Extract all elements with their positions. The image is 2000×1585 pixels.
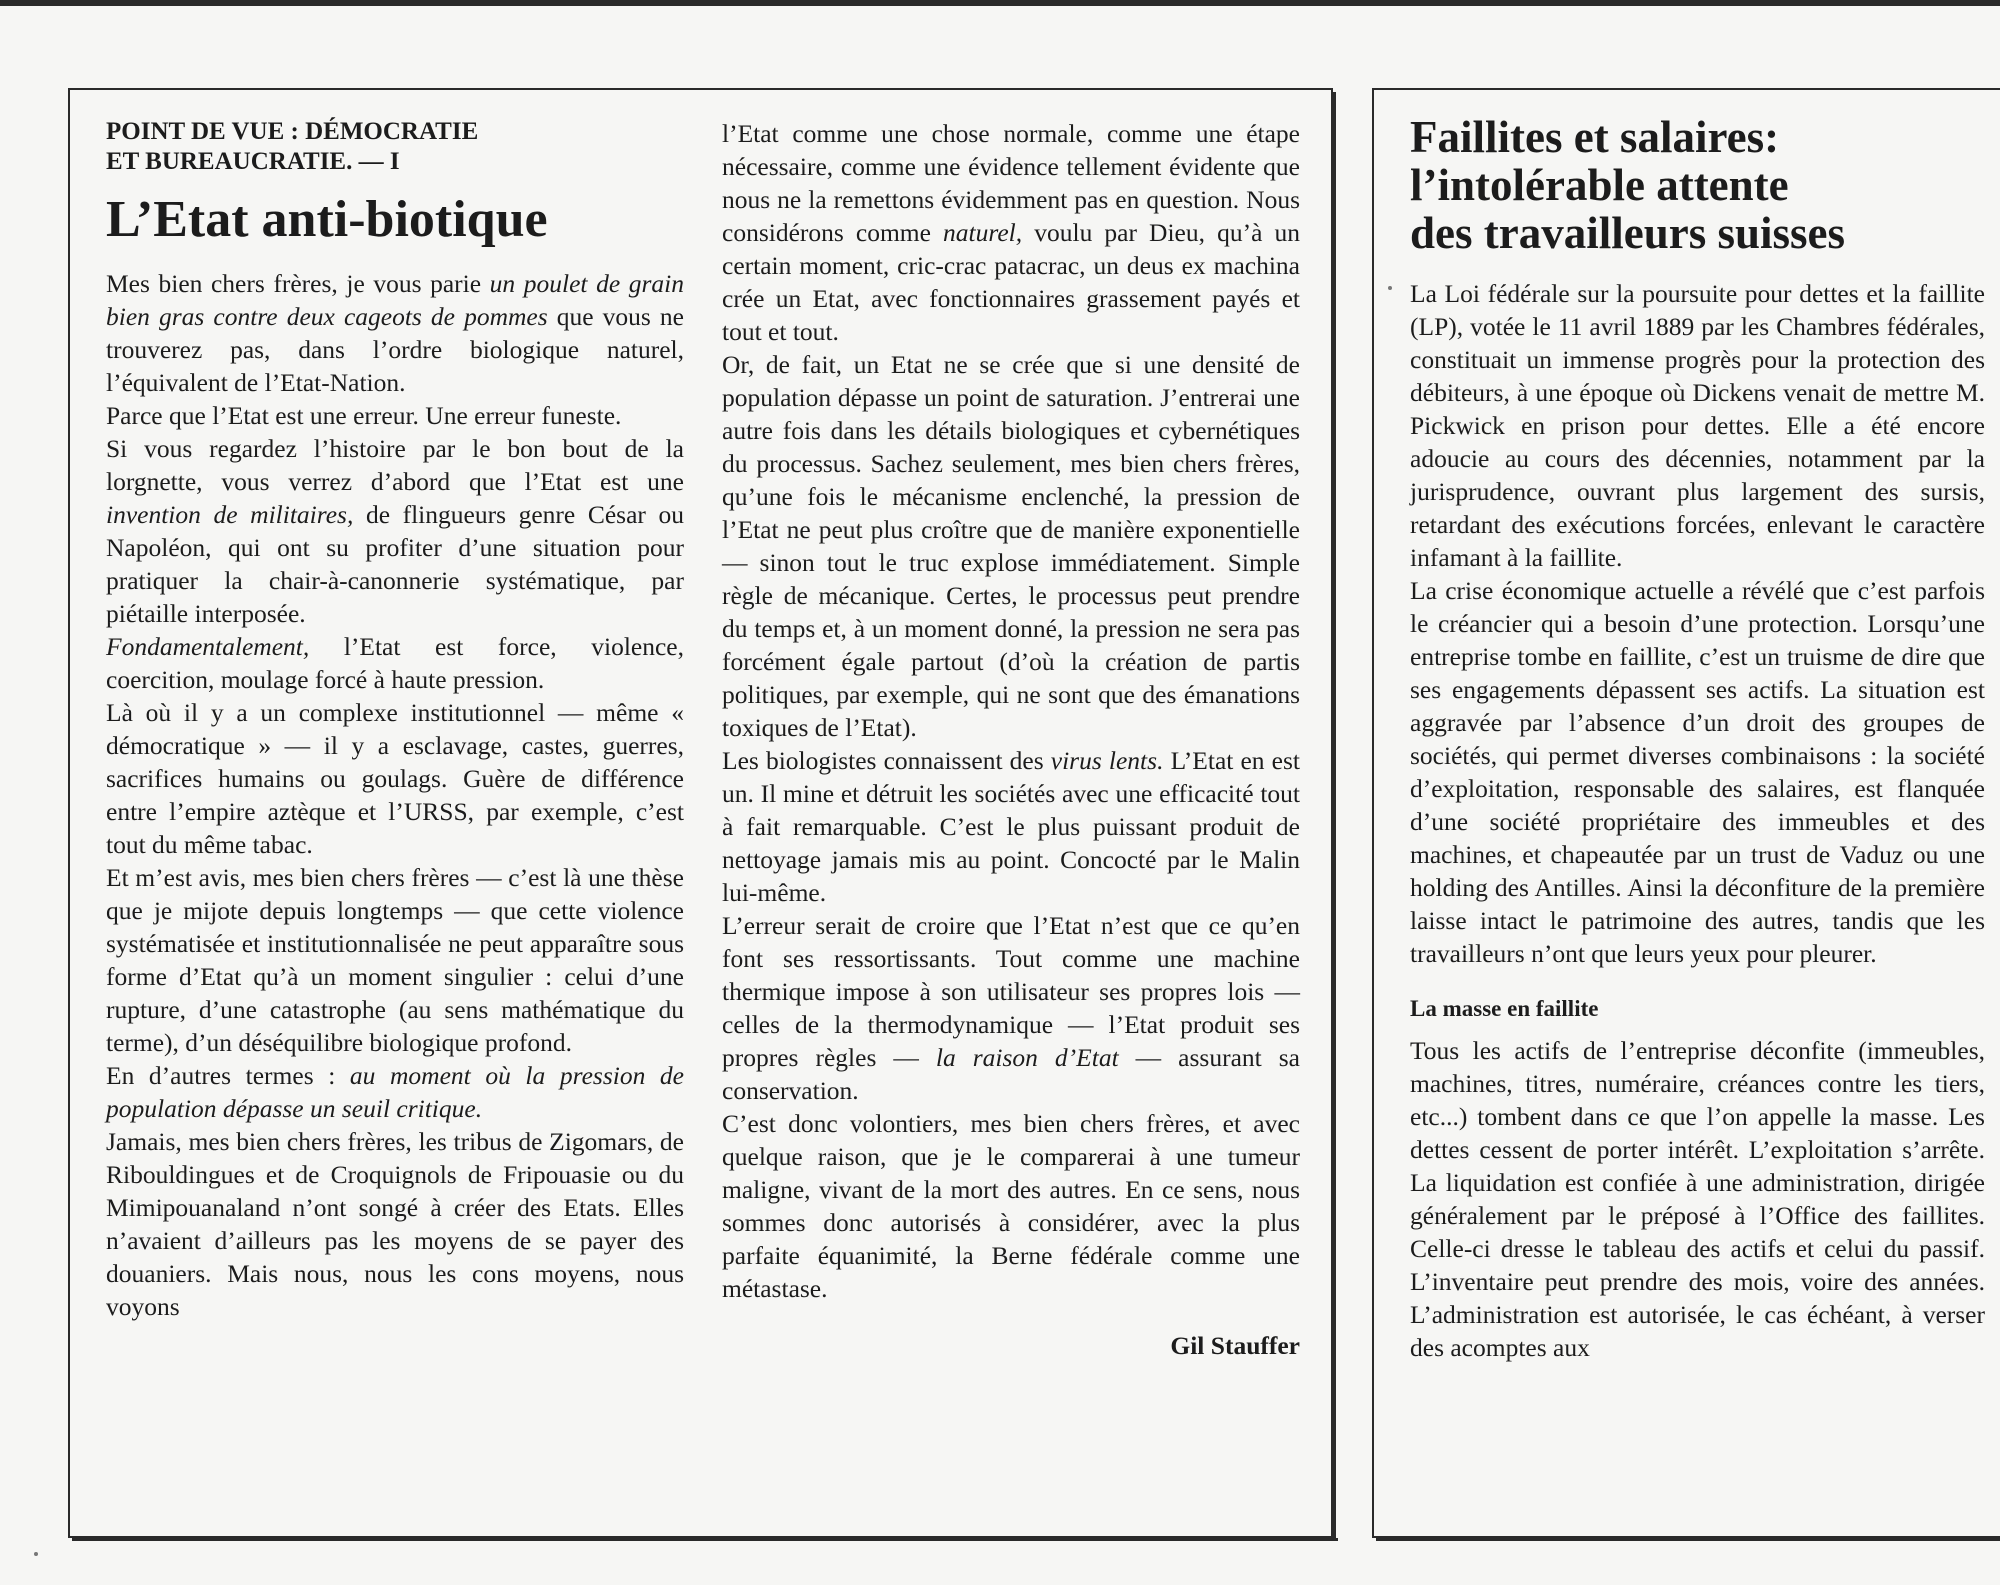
right-article-column xyxy=(1410,112,1985,1364)
section-subhead: La masse en faillite xyxy=(1410,996,1599,1021)
paragraph: Les biologistes connaissent des virus lents. L’Etat en est un. Il mine et détruit les sociétés avec une efficacité tout à fait remarquable. C’est le plus puissant produit de nettoyage jamais mis au point. Concocté par le Malin lui-même. xyxy=(722,746,1301,907)
paragraph: La Loi fédérale sur la poursuite pour dettes et la faillite (LP), votée le 11 avril 1889 par les Chambres fédérales, constituait un immense progrès pour la protection des débiteurs, à une époque où Dickens venait de mettre M. Pickwick en prison pour dettes. Elle a été encore adoucie au cours des décennies, notamment par la jurisprudence, ouvrant plus largement des sursis, retardant des exécutions forcées, enlevant le caractère infamant à la faillite. xyxy=(1410,279,1985,572)
left-article-column-1 xyxy=(106,117,684,1323)
left-article-column-2 xyxy=(722,117,1300,1362)
paragraph: Fondamentalement, l’Etat est force, violence, coercition, moulage forcé à haute pression. xyxy=(106,632,684,694)
top-rule xyxy=(0,0,2000,6)
article-kicker xyxy=(106,117,576,177)
paragraph: C’est donc volontiers, mes bien chers frères, et avec quelque raison, que je le comparerai à une tumeur maligne, vivant de la mort des autres. En ce sens, nous sommes donc autorisés à considérer, avec la plus parfaite équanimité, la Berne fédérale comme une métastase. xyxy=(722,1109,1300,1303)
paragraph: Et m’est avis, mes bien chers frères — c’est là une thèse que je mijote depuis longtemps — que cette violence systématisée et institutionnalisée ne peut apparaître sous forme d’Etat qu’à un moment singulier : celui d’une rupture, d’une catastrophe (au sens mathématique du terme), d’un déséquilibre biologique profond. xyxy=(106,863,684,1057)
paragraph: En d’autres termes : au moment où la pression de population dépasse un seuil critique. xyxy=(106,1061,684,1123)
headline-line: l’intolérable attente xyxy=(1410,160,1789,210)
frame-shadow xyxy=(1376,1538,2000,1541)
paragraph: Or, de fait, un Etat ne se crée que si une densité de population dépasse un point de saturation. J’entrerai une autre fois dans les détails biologiques et cybernétiques du processus. Sachez seulement, mes bien chers frères, qu’une fois le mécanisme enclenché, la pression de l’Etat ne peut plus croître que de manière exponentielle — sinon tout le truc explose immédiatement. Simple règle de mécanique. Certes, le processus peut prendre du temps et, à un moment donné, la pression ne sera pas forcément égale partout (d’où la création de partis politiques, par exemple, qui ne sont que des émanations toxiques de l’Etat). xyxy=(722,350,1300,742)
author-signature: Gil Stauffer xyxy=(1170,1331,1300,1360)
kicker-line: POINT DE VUE : DÉMOCRATIE xyxy=(106,118,479,145)
print-speck xyxy=(34,1552,38,1556)
frame-shadow xyxy=(72,1538,1338,1541)
headline-line: Faillites et salaires: xyxy=(1410,112,1780,162)
frame-shadow xyxy=(1333,92,1336,1541)
paragraph: Si vous regardez l’histoire par le bon bout de la lorgnette, vous verrez d’abord que l’Etat est une invention de militaires, de flingueurs genre César ou Napoléon, qui ont su profiter d’une situation pour pratiquer la chair-à-canonnerie systématique, par piétaille interposée. xyxy=(106,434,684,628)
print-speck xyxy=(1388,286,1392,290)
article-headline: L’Etat anti-biotique xyxy=(106,191,548,248)
paragraph: La crise économique actuelle a révélé que c’est parfois le créancier qui a besoin d’une protection. Lorsqu’une entreprise tombe en faillite, c’est un truisme de dire que ses engagements dépassent ses actifs. La situation est aggravée par l’absence d’un droit des groupes de sociétés, qui permet diverses combinaisons : la société d’exploitation, responsable des salaires, est flanquée d’une société propriétaire des immeubles et des machines, et chapeautée par un trust de Vaduz ou une holding des Antilles. Ainsi la déconfiture de la première laisse intact le patrimoine des autres, tandis que les travailleurs n’ont que leurs yeux pour pleurer. xyxy=(1410,576,1985,968)
paragraph: Tous les actifs de l’entreprise déconfite (immeubles, machines, titres, numéraire, créances contre les tiers, etc...) tombent dans ce que l’on appelle la masse. Les dettes cessent de porter intérêt. L’exploitation s’arrête. La liquidation est confiée à une administration, dirigée généralement par le préposé à l’Office des faillites. Celle-ci dresse le tableau des actifs et celui du passif. L’inventaire peut prendre des mois, voire des années. L’administration est autorisée, le cas échéant, à verser des acomptes aux xyxy=(1410,1036,1985,1362)
paragraph: Jamais, mes bien chers frères, les tribus de Zigomars, de Ribouldingues et de Croquignols de Fripouasie ou du Mimipouanaland n’ont songé à créer des Etats. Elles n’avaient d’ailleurs pas les moyens de se payer des douaniers. Mais nous, nous les cons moyens, nous voyons xyxy=(106,1127,684,1321)
paragraph: L’erreur serait de croire que l’Etat n’est que ce qu’en font ses ressortissants. Tout comme une machine thermique impose à son utilisateur ses propres lois — celles de la thermodynamique — l’Etat produit ses propres règles — la raison d’Etat — assurant sa conservation. xyxy=(722,911,1300,1105)
paragraph: Parce que l’Etat est une erreur. Une erreur funeste. xyxy=(106,401,622,430)
headline-line: des travailleurs suisses xyxy=(1410,208,1846,258)
paragraph: l’Etat comme une chose normale, comme une étape nécessaire, comme une évidence tellement évidente que nous ne la remettons évidemment pas en question. Nous considérons comme naturel, voulu par Dieu, qu’à un certain moment, cric-crac patacrac, un deus ex machina crée un Etat, avec fonctionnaires grassement payés et tout et tout. xyxy=(722,119,1300,346)
article-headline xyxy=(1410,113,1985,257)
paragraph: Là où il y a un complexe institutionnel — même « démocratique » — il y a esclavage, castes, guerres, sacrifices humains ou goulags. Guère de différence entre l’empire aztèque et l’URSS, par exemple, c’est tout du même tabac. xyxy=(106,698,684,859)
paragraph: Mes bien chers frères, je vous parie un poulet de grain bien gras contre deux cageots de pommes que vous ne trouverez pas, dans l’ordre biologique naturel, l’équivalent de l’Etat-Nation. xyxy=(106,269,685,397)
kicker-line: ET BUREAUCRATIE. — I xyxy=(106,148,400,175)
